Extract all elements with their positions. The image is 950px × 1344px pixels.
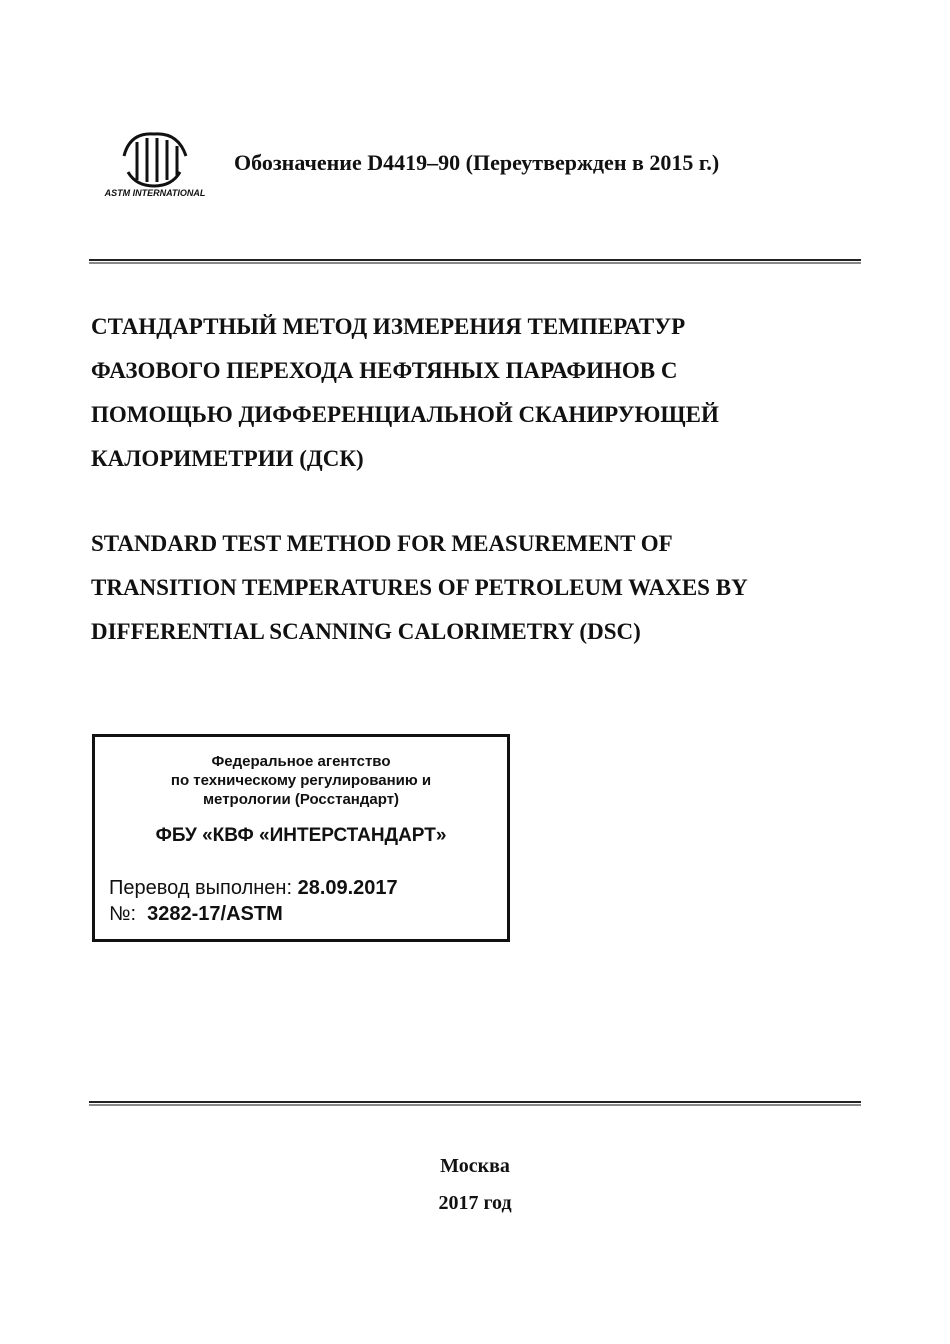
title-ru-line: КАЛОРИМЕТРИИ (ДСК) (91, 446, 364, 471)
document-designation: Обозначение D4419–90 (Переутвержден в 2015 г.) (234, 150, 720, 175)
logo-wordmark: ASTM INTERNATIONAL (104, 188, 206, 198)
bottom-divider (89, 1101, 861, 1106)
agency-name (95, 752, 507, 809)
translation-date-line (109, 877, 398, 900)
organization-name: ФБУ «КВФ «ИНТЕРСТАНДАРТ» (155, 825, 447, 846)
astm-logo-icon (104, 128, 206, 200)
city: Москва (440, 1155, 510, 1177)
number-value: 3282-17/ASTM (147, 903, 283, 925)
translation-number-line (109, 903, 283, 926)
title-ru-line: СТАНДАРТНЫЙ МЕТОД ИЗМЕРЕНИЯ ТЕМПЕРАТУР (91, 314, 686, 339)
title-english (91, 522, 859, 654)
agency-line: по техническому регулированию и (170, 772, 432, 789)
year: 2017 год (438, 1192, 512, 1214)
title-ru-line: ФАЗОВОГО ПЕРЕХОДА НЕФТЯНЫХ ПАРАФИНОВ С (91, 358, 678, 383)
title-ru-line: ПОМОЩЬЮ ДИФФЕРЕНЦИАЛЬНОЙ СКАНИРУЮЩЕЙ (91, 402, 719, 427)
title-en-line: TRANSITION TEMPERATURES OF PETROLEUM WAXES BY (91, 575, 748, 600)
agency-line: метрологии (Росстандарт) (202, 791, 400, 808)
translated-label: Перевод выполнен: (109, 877, 293, 899)
translation-stamp (92, 734, 510, 942)
number-label: №: (109, 903, 137, 925)
agency-line: Федеральное агентство (211, 753, 391, 770)
translated-date: 28.09.2017 (297, 877, 398, 899)
title-russian (91, 305, 859, 481)
title-en-line: STANDARD TEST METHOD FOR MEASUREMENT OF (91, 531, 673, 556)
top-divider (89, 259, 861, 264)
title-en-line: DIFFERENTIAL SCANNING CALORIMETRY (DSC) (91, 619, 641, 644)
